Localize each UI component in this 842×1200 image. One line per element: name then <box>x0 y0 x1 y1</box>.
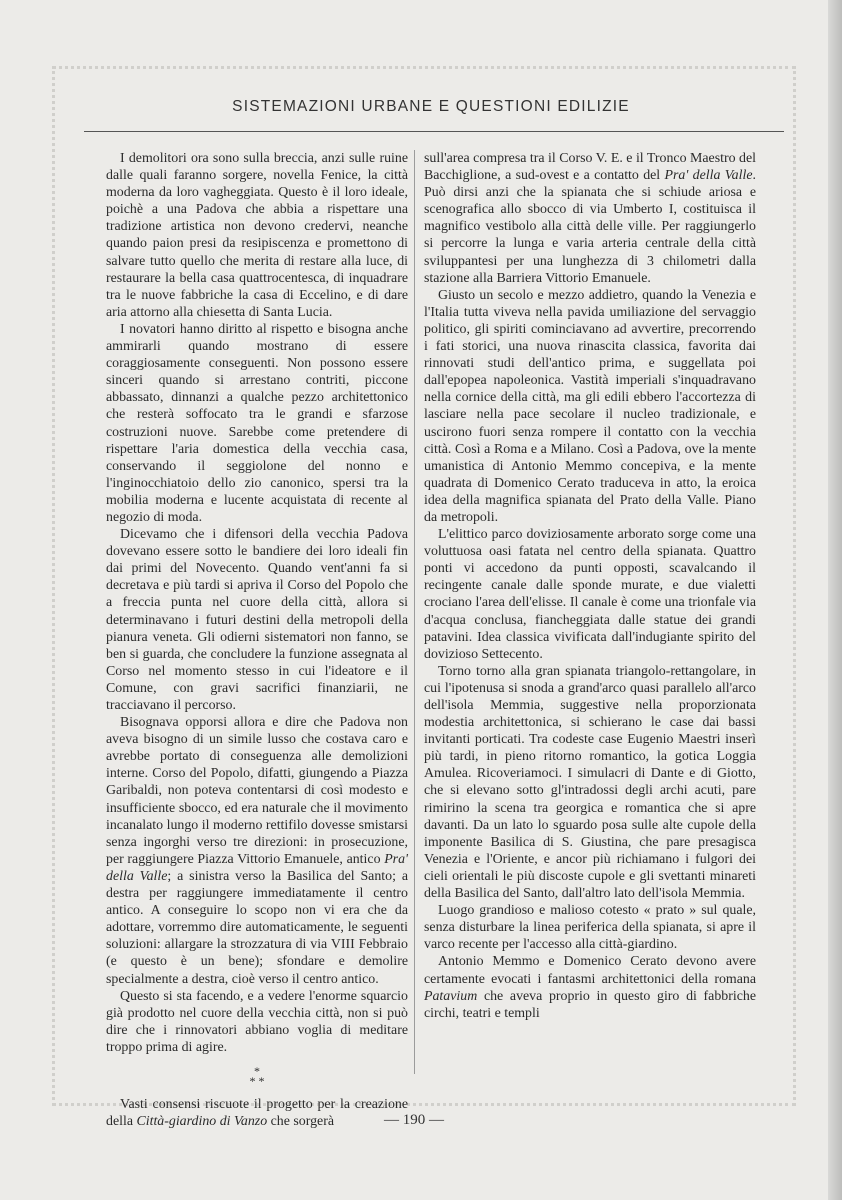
text-run: Bisognava opporsi allora e dire che Padova non aveva bisogno di un simile lusso che costava caro e avrebbe portato di conseguenza alle demolizioni interne. Corso del Popolo, difatti, giungendo a Piazza Garibaldi, non poteva contentarsi di così modesto e insufficiente sbocco, ed era naturale che il movimento incanalato lungo il moderno rettifilo dovesse smistarsi senza ingorghi verso tre direzioni: in prosecuzione, per raggiungere Piazza Vittorio Emanuele, antico <box>106 715 408 867</box>
left-paragraph-5: Questo si sta facendo, e a vedere l'enorme squarcio già prodotto nel cuore della vecchia città, non si può dire che i rinnovatori abbiano voglia di meditare troppo prima di agire. <box>106 988 408 1055</box>
left-paragraph-4 <box>106 714 408 988</box>
left-column <box>106 150 408 1130</box>
italic-run: Pra' della Valle <box>106 851 408 884</box>
page-number: — 190 — <box>384 1112 444 1128</box>
text-run: ; a sinistra verso la Basilica del Santo; a destra per raggiungere immediatamente il centro antico. A conseguire lo scopo non vi era che da adottare, vorremmo dire automaticamente, le seguenti soluzioni: allargare la strozzatura di via VIII Febbraio (e questo è un bene); sfondare e demolire specialmente a destra, cioè verso il centro antico. <box>106 868 408 987</box>
text-run: che sorgerà <box>267 1114 335 1130</box>
right-paragraph-6 <box>424 953 756 1021</box>
header-rule <box>84 131 784 132</box>
text-run: Vasti consensi riscuote il progetto per la creazione della <box>106 1096 408 1130</box>
right-paragraph-5: Luogo grandioso e malioso cotesto « prato » sul quale, senza disturbare la linea periferica della spianata, si apre il varco recente per l'accesso alla città-giardino. <box>424 903 756 953</box>
left-paragraph-1: I demolitori ora sono sulla breccia, anzi sulle ruine dalle quali faranno sorgere, novella Fenice, la città moderna da loro vagheggiata. Questo è il loro ideale, poichè a una Padova che abbia a rispettare una tradizione artistica non devono credervi, neanche quando paion presi da resipiscenza e promettono di salvare tutto quello che merita di restare alla luce, di restaurare la bella casa quattrocentesca, di inquadrare tra le nuove fabbriche la casa di Eccelino, e di dare aria attorno alla chiesetta di Santa Lucia. <box>106 151 408 320</box>
right-paragraph-4: Torno torno alla gran spianata triangolo-rettangolare, in cui l'ipotenusa si snoda a grand'arco quasi parallelo all'arco dell'isola Memmia, suggestive nella proporzionata modestia architettonica, si schierano le case dai bassi invitanti porticati. Tra codeste case Eugenio Maestri inserì più tardi, in pieno ritorno romantico, la gotica Loggia Amulea. Ricoveriamoci. I simulacri di Dante e di Giotto, che si elevano sotto gl'intradossi degli archi acuti, pare rimirino la scena tra georgica e romantica che si apre davanti. Da un lato lo sguardo posa sulle alte cupole della imponente Basilica di S. Giustina, che pare presagisca Venezia e l'Oriente, e ancor più richiamano i fulgori dei cieli orientali le più discoste cupole e gli svettanti minareti della Basilica del Santo, dall'altro lato dell'isola Memmia. <box>424 663 756 902</box>
italic-run: Pra' della Valle <box>664 168 753 184</box>
text-run: che aveva proprio in questo giro di fabbriche circhi, teatri e templi <box>424 988 756 1021</box>
left-paragraph-2: I novatori hanno diritto al rispetto e bisogna anche ammirarli quando mostrano di essere coraggiosamente conseguenti. Non possono essere sinceri quando si arrestano contriti, piccone abbassato, dinnanzi a qualche pezzo architettonico che resterà soffocato tra le grandi e sfarzose costruzioni nuove. Sarebbe come pretendere di rispettare l'aria domestica della vecchia casa, conservando il seggiolone del nonno e l'inginocchiatoio dello zio canonico, spersi tra la mobilia moderna e lucente acquistata di recente al negozio di moda. <box>106 321 408 525</box>
right-paragraph-1 <box>424 150 756 287</box>
italic-run: Patavium <box>424 988 478 1004</box>
asterism-bottom: * * <box>249 1073 265 1088</box>
section-separator-asterism <box>106 1063 408 1088</box>
right-column <box>424 150 756 1022</box>
asterism-top: * <box>254 1063 260 1078</box>
page-edge-shadow <box>828 0 842 1200</box>
right-paragraph-3: L'elittico parco doviziosamente arborato sorge come una voluttuosa oasi fatata nel centro della spianata. Quattro ponti vi accedono da punti opposti, scavalcando il recingente canale dalle sponde murate, e due vialetti crociano l'area dell'elisse. Il canale è come una trionfale via d'acqua conclusa, fiancheggiata dalle statue dei grandi patavini. Idea classica vivificata dall'indugiante spirito del dovizioso Settecento. <box>424 527 756 662</box>
text-run: sull'area compresa tra il Corso V. E. e il Tronco Maestro del Bacchiglione, a sud-ovest e a contatto del <box>424 151 756 184</box>
running-header: SISTEMAZIONI URBANE E QUESTIONI EDILIZIE <box>232 98 630 115</box>
text-run: Antonio Memmo e Domenico Cerato devono avere certamente evocati i fantasmi architettonici della romana <box>424 954 756 987</box>
text-run: . Può dirsi anzi che la spianata che si schiude ariosa e scenografica allo sbocco di via Umberto I, costituisca il magnifico vestibolo alla città delle ville. Per raggiungerlo si percorre la lunga e varia arteria centrale della città sviluppantesi per una lunghezza di 3 chilometri dalla stazione alla Barriera Vittorio Emanuele. <box>424 168 756 286</box>
left-paragraph-3: Dicevamo che i difensori della vecchia Padova dovevano essere sotto le bandiere dei loro ideali fin dai primi del Novecento. Quando vent'anni fa si decretava e più tardi si apriva il Corso del Popolo che a freccia punta nel cuore della città, allora si determinavano i futuri destini della metropoli della pianura veneta. Gli odierni sistematori non fanno, se ben si guarda, che concludere la funzione assegnata al Corso nel momento stesso in cui l'ideatore e il Comune, con gravi sacrifici finanziarii, ne tracciavano il percorso. <box>106 527 408 713</box>
right-paragraph-2: Giusto un secolo e mezzo addietro, quando la Venezia e l'Italia tutta viveva nella pavida umiliazione del servaggio politico, gli spiriti cominciavano ad avvertire, precorrendo i fati storici, una nuova rinascita classica, favorita dai rinnovati studi dell'antico prima, e suggellata poi dall'epopea napoleonica. Vastità imperiali s'inquadravano nella cornice della città, ma gli edili ebbero l'accortezza di lasciare nella pace secolare il nucleo tradizionale, e uscirono fuori senza rompere il contatto con la vecchia città. Così a Roma e a Milano. Così a Padova, ove la mente umanistica di Antonio Memmo concepiva, e la mente quadrata di Domenico Cerato traduceva in atto, la eroica idea della magnifica spianata del Prato della Valle. Piano da metropoli. <box>424 287 756 525</box>
italic-run: Città-giardino di Vanzo <box>136 1114 268 1130</box>
column-divider <box>414 150 415 1074</box>
